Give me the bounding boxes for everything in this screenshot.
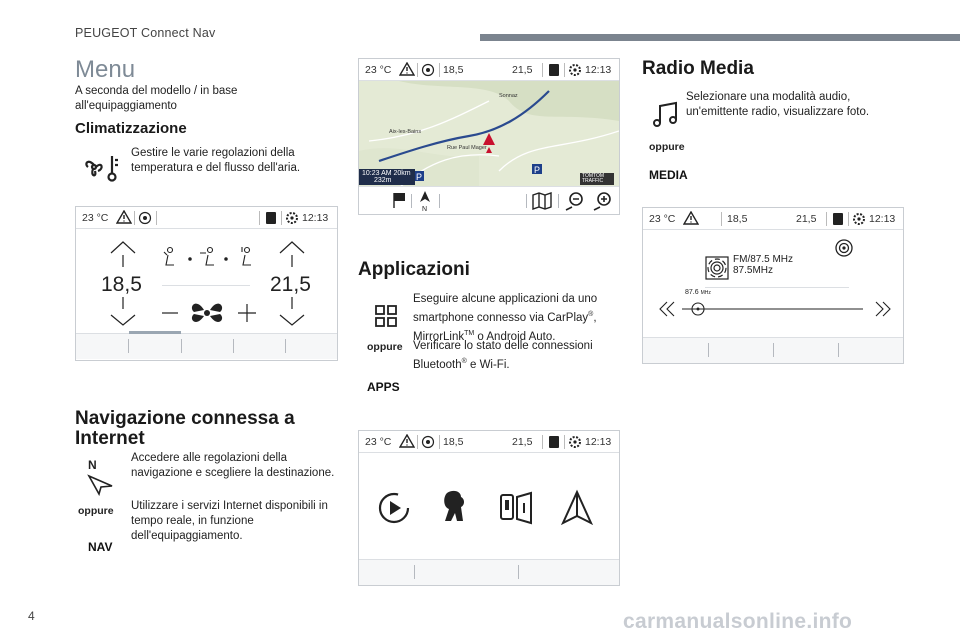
location-icon <box>138 211 152 228</box>
svg-text:P: P <box>534 165 541 175</box>
settings-icon <box>284 210 300 229</box>
frequency-slider[interactable] <box>657 298 893 320</box>
fan-speed-control[interactable] <box>160 295 260 331</box>
right-temp: 21,5 <box>512 436 533 448</box>
nav-button-label: NAV <box>88 540 113 554</box>
warning-icon <box>683 211 699 228</box>
map-view[interactable] <box>359 81 619 188</box>
phone-icon <box>264 210 278 229</box>
mirrorlink-icon[interactable] <box>497 489 537 527</box>
nav-icon: N <box>86 458 116 501</box>
north-arrow-icon[interactable] <box>417 190 433 212</box>
clock: 12:13 <box>585 64 612 76</box>
eta-time: 10:23 AM 20km <box>362 170 411 177</box>
radio-screen <box>642 207 904 364</box>
bottom-bar <box>359 559 619 585</box>
location-icon <box>421 63 435 80</box>
apps-title: Applicazioni <box>358 259 470 280</box>
zoom-out-icon[interactable] <box>564 191 586 211</box>
outside-temp: 23 °C <box>365 436 392 448</box>
broadcast-icon <box>705 256 729 280</box>
map-screen <box>358 58 620 215</box>
apps-text-1: Eseguire alcune applicazioni da uno smartphone connesso via CarPlay®, MirrorLink™ o Android Auto. <box>413 293 598 343</box>
status-bar <box>359 431 619 453</box>
watermark: carmanualsonline.info <box>623 610 853 633</box>
bottom-bar <box>76 333 337 359</box>
nav-title: Navigazione connessa a Internet <box>75 408 295 449</box>
left-temp: 18,5 <box>443 64 464 76</box>
traffic-badge: TOMTOM TRAFFIC <box>580 173 614 185</box>
warning-icon <box>399 62 415 79</box>
apps-text-2: Verificare lo stato delle connessioni Bluetooth® e Wi-Fi. <box>413 340 593 371</box>
map-place: Sonnaz <box>499 93 518 99</box>
page-number: 4 <box>28 609 35 623</box>
clock: 12:13 <box>302 212 329 224</box>
svg-text:N: N <box>422 206 428 212</box>
station-info <box>733 254 793 276</box>
left-temp-value: 18,5 <box>101 273 142 296</box>
right-temp-value: 21,5 <box>270 273 311 296</box>
outside-temp: 23 °C <box>365 64 392 76</box>
apps-oppure: oppure <box>367 341 403 353</box>
radio-text: Selezionare una modalità audio, un'emittente radio, visualizzare foto. <box>686 91 870 118</box>
settings-icon <box>567 434 583 453</box>
flag-icon[interactable] <box>391 191 407 209</box>
radio-oppure: oppure <box>649 141 685 153</box>
phone-icon <box>547 62 561 81</box>
right-temp: 21,5 <box>512 64 533 76</box>
radio-source-icon[interactable] <box>834 238 854 258</box>
outside-temp: 23 °C <box>649 213 676 225</box>
clima-screen <box>75 206 338 361</box>
status-bar <box>643 208 903 230</box>
airflow-mode-icons[interactable] <box>162 245 257 273</box>
header-bar <box>480 34 960 41</box>
settings-icon <box>567 62 583 81</box>
clima-icon <box>82 150 122 189</box>
phone-icon <box>547 434 561 453</box>
left-temp: 18,5 <box>443 436 464 448</box>
frequency-label: 87.6 MHz <box>685 289 711 296</box>
clock: 12:13 <box>585 436 612 448</box>
settings-icon <box>851 211 867 230</box>
eta-panel <box>359 169 415 185</box>
apps-button-label: APPS <box>367 380 400 394</box>
clima-title: Climatizzazione <box>75 120 187 137</box>
menu-subtitle: A seconda del modello / in base all'equipaggiamento <box>75 85 238 112</box>
peugeot-lion-icon[interactable] <box>439 489 469 525</box>
nav-text-1: Accedere alle regolazioni della navigazione e scegliere la destinazione. <box>131 452 335 479</box>
carplay-icon[interactable] <box>377 491 411 525</box>
apps-screen <box>358 430 620 586</box>
warning-icon <box>116 210 132 227</box>
android-auto-icon[interactable] <box>559 489 595 527</box>
nav-text-2: Utilizzare i servizi Internet disponibili in tempo reale, in funzione dell'equipaggiamento. <box>131 500 328 542</box>
location-icon <box>421 435 435 452</box>
bottom-bar <box>643 337 903 363</box>
outside-temp: 23 °C <box>82 212 109 224</box>
media-button-label: MEDIA <box>649 168 688 182</box>
clock: 12:13 <box>869 213 896 225</box>
music-note-icon <box>652 101 680 129</box>
right-temp: 21,5 <box>796 213 817 225</box>
zoom-in-icon[interactable] <box>592 191 614 211</box>
svg-text:P: P <box>416 172 423 182</box>
nav-oppure: oppure <box>78 505 114 517</box>
radio-title: Radio Media <box>642 58 754 79</box>
map-layers-icon[interactable] <box>531 191 553 211</box>
map-toolbar <box>359 186 619 214</box>
status-bar <box>76 207 337 229</box>
station-frequency: 87.5MHz <box>733 265 774 276</box>
status-bar <box>359 59 619 81</box>
map-place: Rue Paul Mager <box>447 145 487 151</box>
eta-distance: 232m <box>374 177 392 184</box>
menu-title: Menu <box>75 56 136 83</box>
phone-icon <box>831 211 845 230</box>
running-header: PEUGEOT Connect Nav <box>75 26 216 40</box>
station-band: FM/87.5 MHz <box>733 254 794 265</box>
left-temp: 18,5 <box>727 213 748 225</box>
clima-text: Gestire le varie regolazioni della temperatura e del flusso dell'aria. <box>131 147 301 174</box>
warning-icon <box>399 434 415 451</box>
apps-grid-icon <box>374 304 398 333</box>
map-place: Aix-les-Bains <box>389 129 422 135</box>
